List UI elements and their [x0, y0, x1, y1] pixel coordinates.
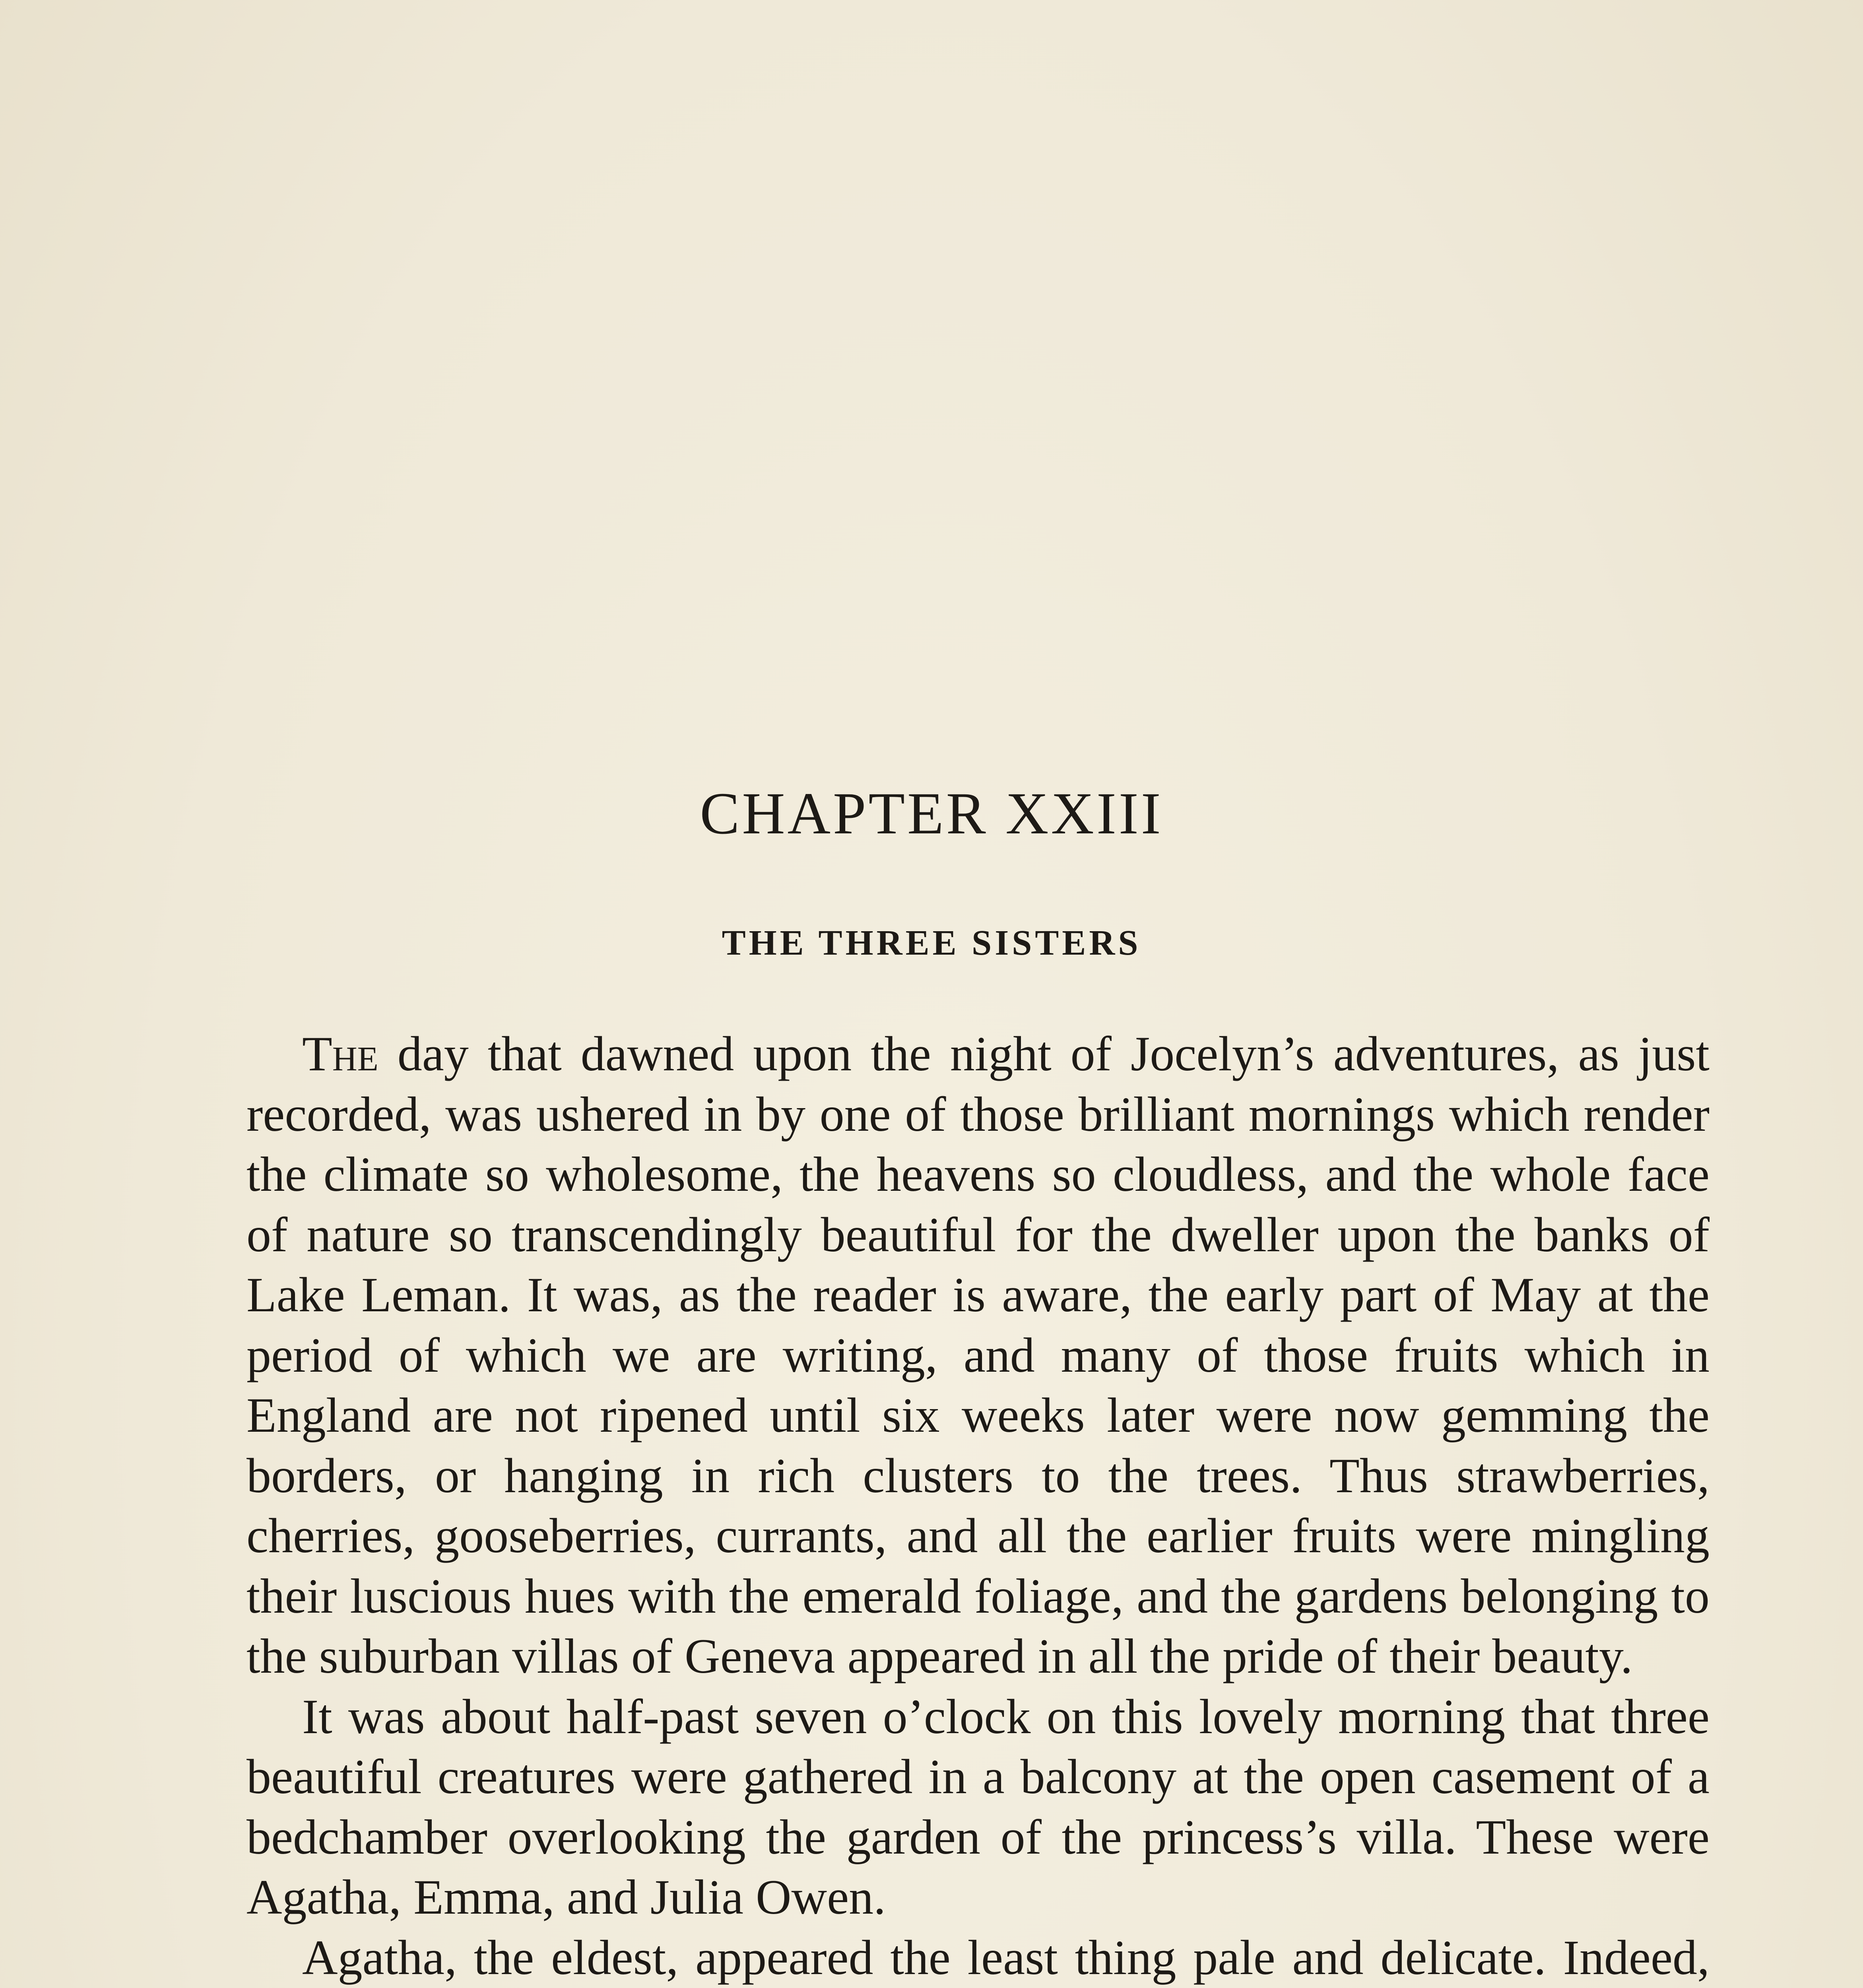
chapter-subtitle: THE THREE SISTERS — [722, 923, 1141, 963]
body-text — [246, 1024, 1710, 1988]
paragraph-text: day that dawned upon the night of Jocelyn’s adventures, as just recorded, was ushered in by one of those brilliant mornings which render the climate so wholesome, the heavens so cloudless, and the whole face of nature so transcendingly beautiful for the dweller upon the banks of Lake Leman. It was, as the reader is aware, the early part of May at the period of which we are writing, and many of those fruits which in England are not ripened until six weeks later were now gemming the borders, or hanging in rich clusters to the trees. Thus strawberries, cherries, gooseberries, currants, and all the earlier fruits were mingling their luscious hues with the emerald foliage, and the gardens belonging to the suburban villas of Geneva appeared in all the pride of their beauty. — [246, 1027, 1710, 1683]
paragraph-2: It was about half-past seven o’clock on this lovely morning that three beautiful creatures were gathered in a balcony at the open casement of a bedchamber overlooking the garden of the princess’s villa. These were Agatha, Emma, and Julia Owen. — [246, 1689, 1710, 1924]
paragraph-lead-word: The — [302, 1027, 378, 1081]
paragraph-3: Agatha, the eldest, appeared the least thing pale and delicate. Indeed, — [302, 1930, 1710, 1985]
paragraph-1 — [246, 1024, 1710, 1687]
chapter-title: CHAPTER XXIII — [700, 780, 1163, 846]
